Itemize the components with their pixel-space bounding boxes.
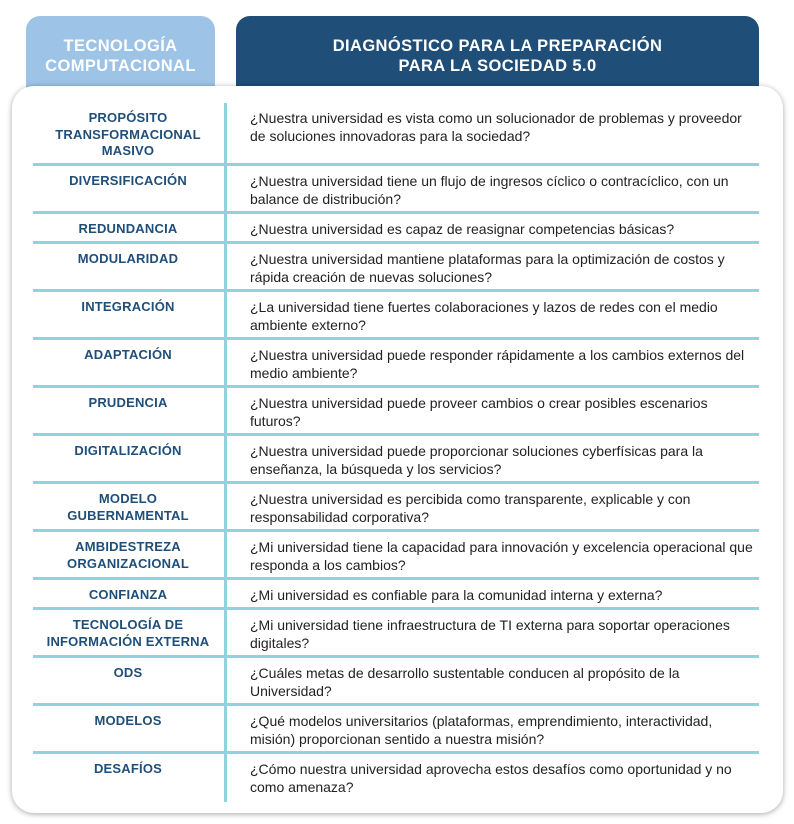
row-label xyxy=(33,395,223,412)
table-row xyxy=(33,214,759,244)
row-label xyxy=(33,665,223,682)
row-label-line: DIGITALIZACIÓN xyxy=(74,443,182,458)
table-row xyxy=(33,292,759,340)
row-label-line: DIVERSIFICACIÓN xyxy=(69,173,187,188)
row-question: ¿Qué modelos universitarios (plataformas, emprendimiento, interactividad, misión) proporcionan sentido a nuestra misión? xyxy=(250,713,713,747)
row-label xyxy=(33,539,223,572)
row-question: ¿Nuestra universidad puede proveer cambios o crear posibles escenarios futuros? xyxy=(250,395,708,429)
row-question: ¿Nuestra universidad es capaz de reasignar competencias básicas? xyxy=(250,221,675,237)
row-label-line: INFORMACIÓN EXTERNA xyxy=(46,633,210,649)
row-label-line: CONFIANZA xyxy=(88,587,168,602)
table-row xyxy=(33,610,759,658)
row-question: ¿Nuestra universidad mantiene plataformas para la optimización de costos y rápida creación de nuevas soluciones? xyxy=(250,251,725,285)
row-label-line: DESAFÍOS xyxy=(93,761,163,776)
row-label-line: MODELO xyxy=(98,491,158,506)
header-right-title-line: PARA LA SOCIEDAD 5.0 xyxy=(398,57,597,75)
table-row xyxy=(33,388,759,436)
row-label xyxy=(33,299,223,316)
row-label xyxy=(33,587,223,604)
row-label xyxy=(33,110,223,160)
table-row xyxy=(33,484,759,532)
row-question: ¿La universidad tiene fuertes colaboraciones y lazos de redes con el medio ambiente externo? xyxy=(250,299,718,333)
row-label-line: ODS xyxy=(113,665,143,680)
row-label xyxy=(33,617,223,650)
table-row xyxy=(33,580,759,610)
table-row xyxy=(33,340,759,388)
row-label xyxy=(33,173,223,190)
row-question: ¿Mi universidad es confiable para la comunidad interna y externa? xyxy=(250,587,663,603)
row-label-line: PROPÓSITO xyxy=(88,110,168,125)
row-question: ¿Mi universidad tiene infraestructura de TI externa para soportar operaciones digitales? xyxy=(250,617,730,651)
row-label-line: PRUDENCIA xyxy=(88,395,168,410)
row-label xyxy=(33,443,223,460)
row-label-line: MODELOS xyxy=(94,713,162,728)
row-label-line: REDUNDANCIA xyxy=(78,221,178,236)
header-left-title-line: COMPUTACIONAL xyxy=(45,57,196,75)
row-label-line: ORGANIZACIONAL xyxy=(67,555,189,571)
table-row xyxy=(33,532,759,580)
row-question: ¿Cómo nuestra universidad aprovecha estos desafíos como oportunidad y no como amenaza? xyxy=(250,761,732,795)
row-label-line: MASIVO xyxy=(101,143,155,158)
table-row xyxy=(33,706,759,754)
row-label xyxy=(33,713,223,730)
row-question: ¿Cuáles metas de desarrollo sustentable conducen al propósito de la Universidad? xyxy=(250,665,680,699)
column-divider xyxy=(224,103,227,802)
row-label xyxy=(33,491,223,524)
row-question: ¿Nuestra universidad puede responder rápidamente a los cambios externos del medio ambiente? xyxy=(250,347,745,381)
row-label xyxy=(33,221,223,238)
table-row xyxy=(33,436,759,484)
row-label-line: TRANSFORMACIONAL xyxy=(55,126,201,142)
row-label xyxy=(33,251,223,268)
row-question: ¿Nuestra universidad tiene un flujo de ingresos cíclico o contracíclico, con un balance de distribución? xyxy=(250,173,729,207)
table-row xyxy=(33,658,759,706)
table-row xyxy=(33,166,759,214)
table-row xyxy=(33,244,759,292)
row-label-line: TECNOLOGÍA DE xyxy=(72,617,184,632)
row-question: ¿Nuestra universidad es percibida como transparente, explicable y con responsabilidad corporativa? xyxy=(250,491,691,525)
row-question: ¿Nuestra universidad puede proporcionar soluciones cyberfísicas para la enseñanza, la búsqueda y los servicios? xyxy=(250,443,703,477)
row-question: ¿Nuestra universidad es vista como un solucionador de problemas y proveedor de soluciones innovadoras para la sociedad? xyxy=(250,110,742,144)
row-label-line: MODULARIDAD xyxy=(77,251,179,266)
row-label-line: ADAPTACIÓN xyxy=(84,347,172,362)
row-label-line: GUBERNAMENTAL xyxy=(67,507,189,523)
header-right-title-line: DIAGNÓSTICO PARA LA PREPARACIÓN xyxy=(332,37,663,55)
header-left-title-line: TECNOLOGÍA xyxy=(63,37,178,55)
row-label-line: AMBIDESTREZA xyxy=(75,539,181,554)
table-row xyxy=(33,754,759,802)
row-label xyxy=(33,761,223,778)
row-label-line: INTEGRACIÓN xyxy=(81,299,175,314)
row-question: ¿Mi universidad tiene la capacidad para innovación y excelencia operacional que responda a los cambios? xyxy=(250,539,753,573)
table-row xyxy=(33,103,759,166)
row-label xyxy=(33,347,223,364)
